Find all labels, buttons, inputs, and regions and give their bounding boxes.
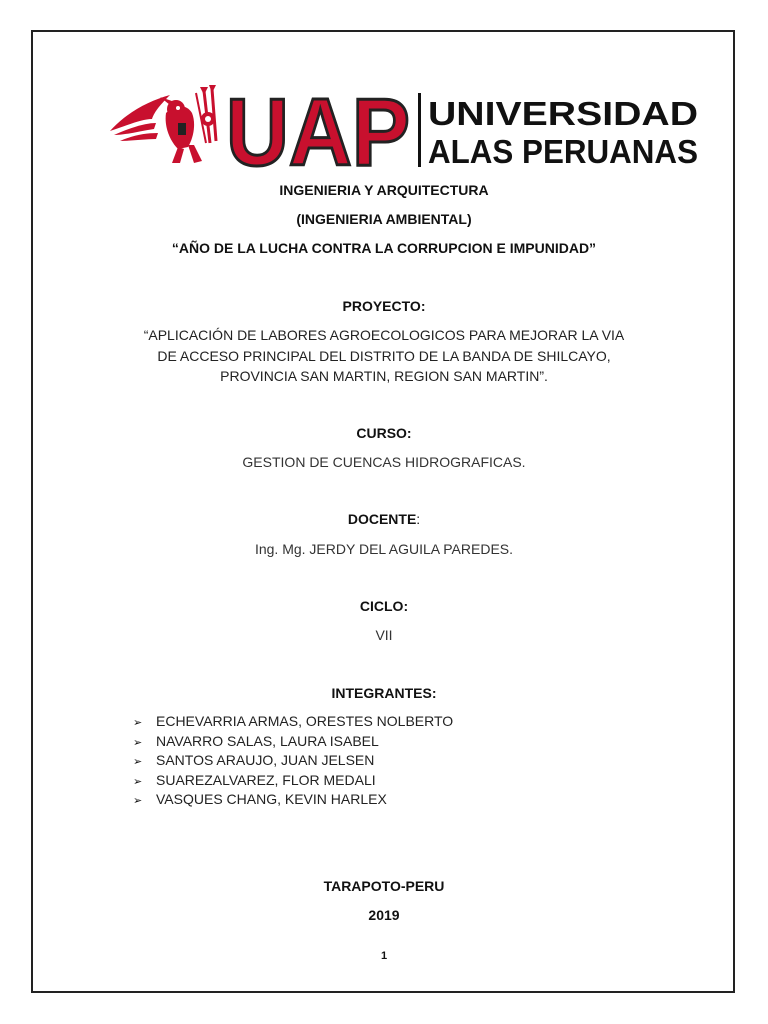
uap-logo [108,83,700,173]
list-item: ➢ SUAREZALVAREZ, FLOR MEDALI [133,771,453,791]
school-title: (INGENIERIA AMBIENTAL) [296,211,472,227]
project-line: “APLICACIÓN DE LABORES AGROECOLOGICOS PARA MEJORAR LA VIA [143,327,625,343]
cycle-label: CICLO: [359,598,409,614]
list-item: ➢ VASQUES CHANG, KEVIN HARLEX [133,790,453,810]
members-list [133,712,453,810]
page-number: 1 [380,950,388,962]
members-label: INTEGRANTES: [331,685,437,701]
project-line: PROVINCIA SAN MARTIN, REGION SAN MARTIN”. [220,368,548,384]
course-label: CURSO: [356,425,412,441]
project-label: PROYECTO: [342,298,426,314]
teacher-heading [0,511,768,527]
arrow-bullet-icon: ➢ [133,775,143,788]
faculty-title: INGENIERIA Y ARQUITECTURA [279,182,489,198]
logo-acronym: UAP [226,83,410,173]
logo-name-line1: UNIVERSIDAD [428,95,698,132]
list-item: ➢ SANTOS ARAUJO, JUAN JELSEN [133,751,453,771]
place: TARAPOTO-PERU [323,878,445,894]
project-line: DE ACCESO PRINCIPAL DEL DISTRITO DE LA BANDA DE SHILCAYO, [157,347,611,364]
bird-warrior-icon [110,85,216,163]
arrow-bullet-icon: ➢ [133,717,143,729]
project-title [84,325,684,387]
course-value: GESTION DE CUENCAS HIDROGRAFICAS. [242,454,526,470]
arrow-bullet-icon: ➢ [133,795,143,807]
teacher-value: Ing. Mg. JERDY DEL AGUILA PAREDES. [254,541,514,557]
teacher-label: DOCENTE [347,511,417,527]
list-item: ➢ NAVARRO SALAS, LAURA ISABEL [133,732,453,752]
arrow-bullet-icon: ➢ [133,756,143,768]
teacher-colon: : [416,511,421,527]
arrow-bullet-icon: ➢ [133,736,143,749]
cycle-value: VII [375,627,393,643]
list-item: ➢ ECHEVARRIA ARMAS, ORESTES NOLBERTO [133,712,453,732]
year-motto: “AÑO DE LA LUCHA CONTRA LA CORRUPCION E IMPUNIDAD” [171,240,597,256]
logo-name-line2: ALAS PERUANAS [428,133,698,170]
year: 2019 [368,907,400,923]
